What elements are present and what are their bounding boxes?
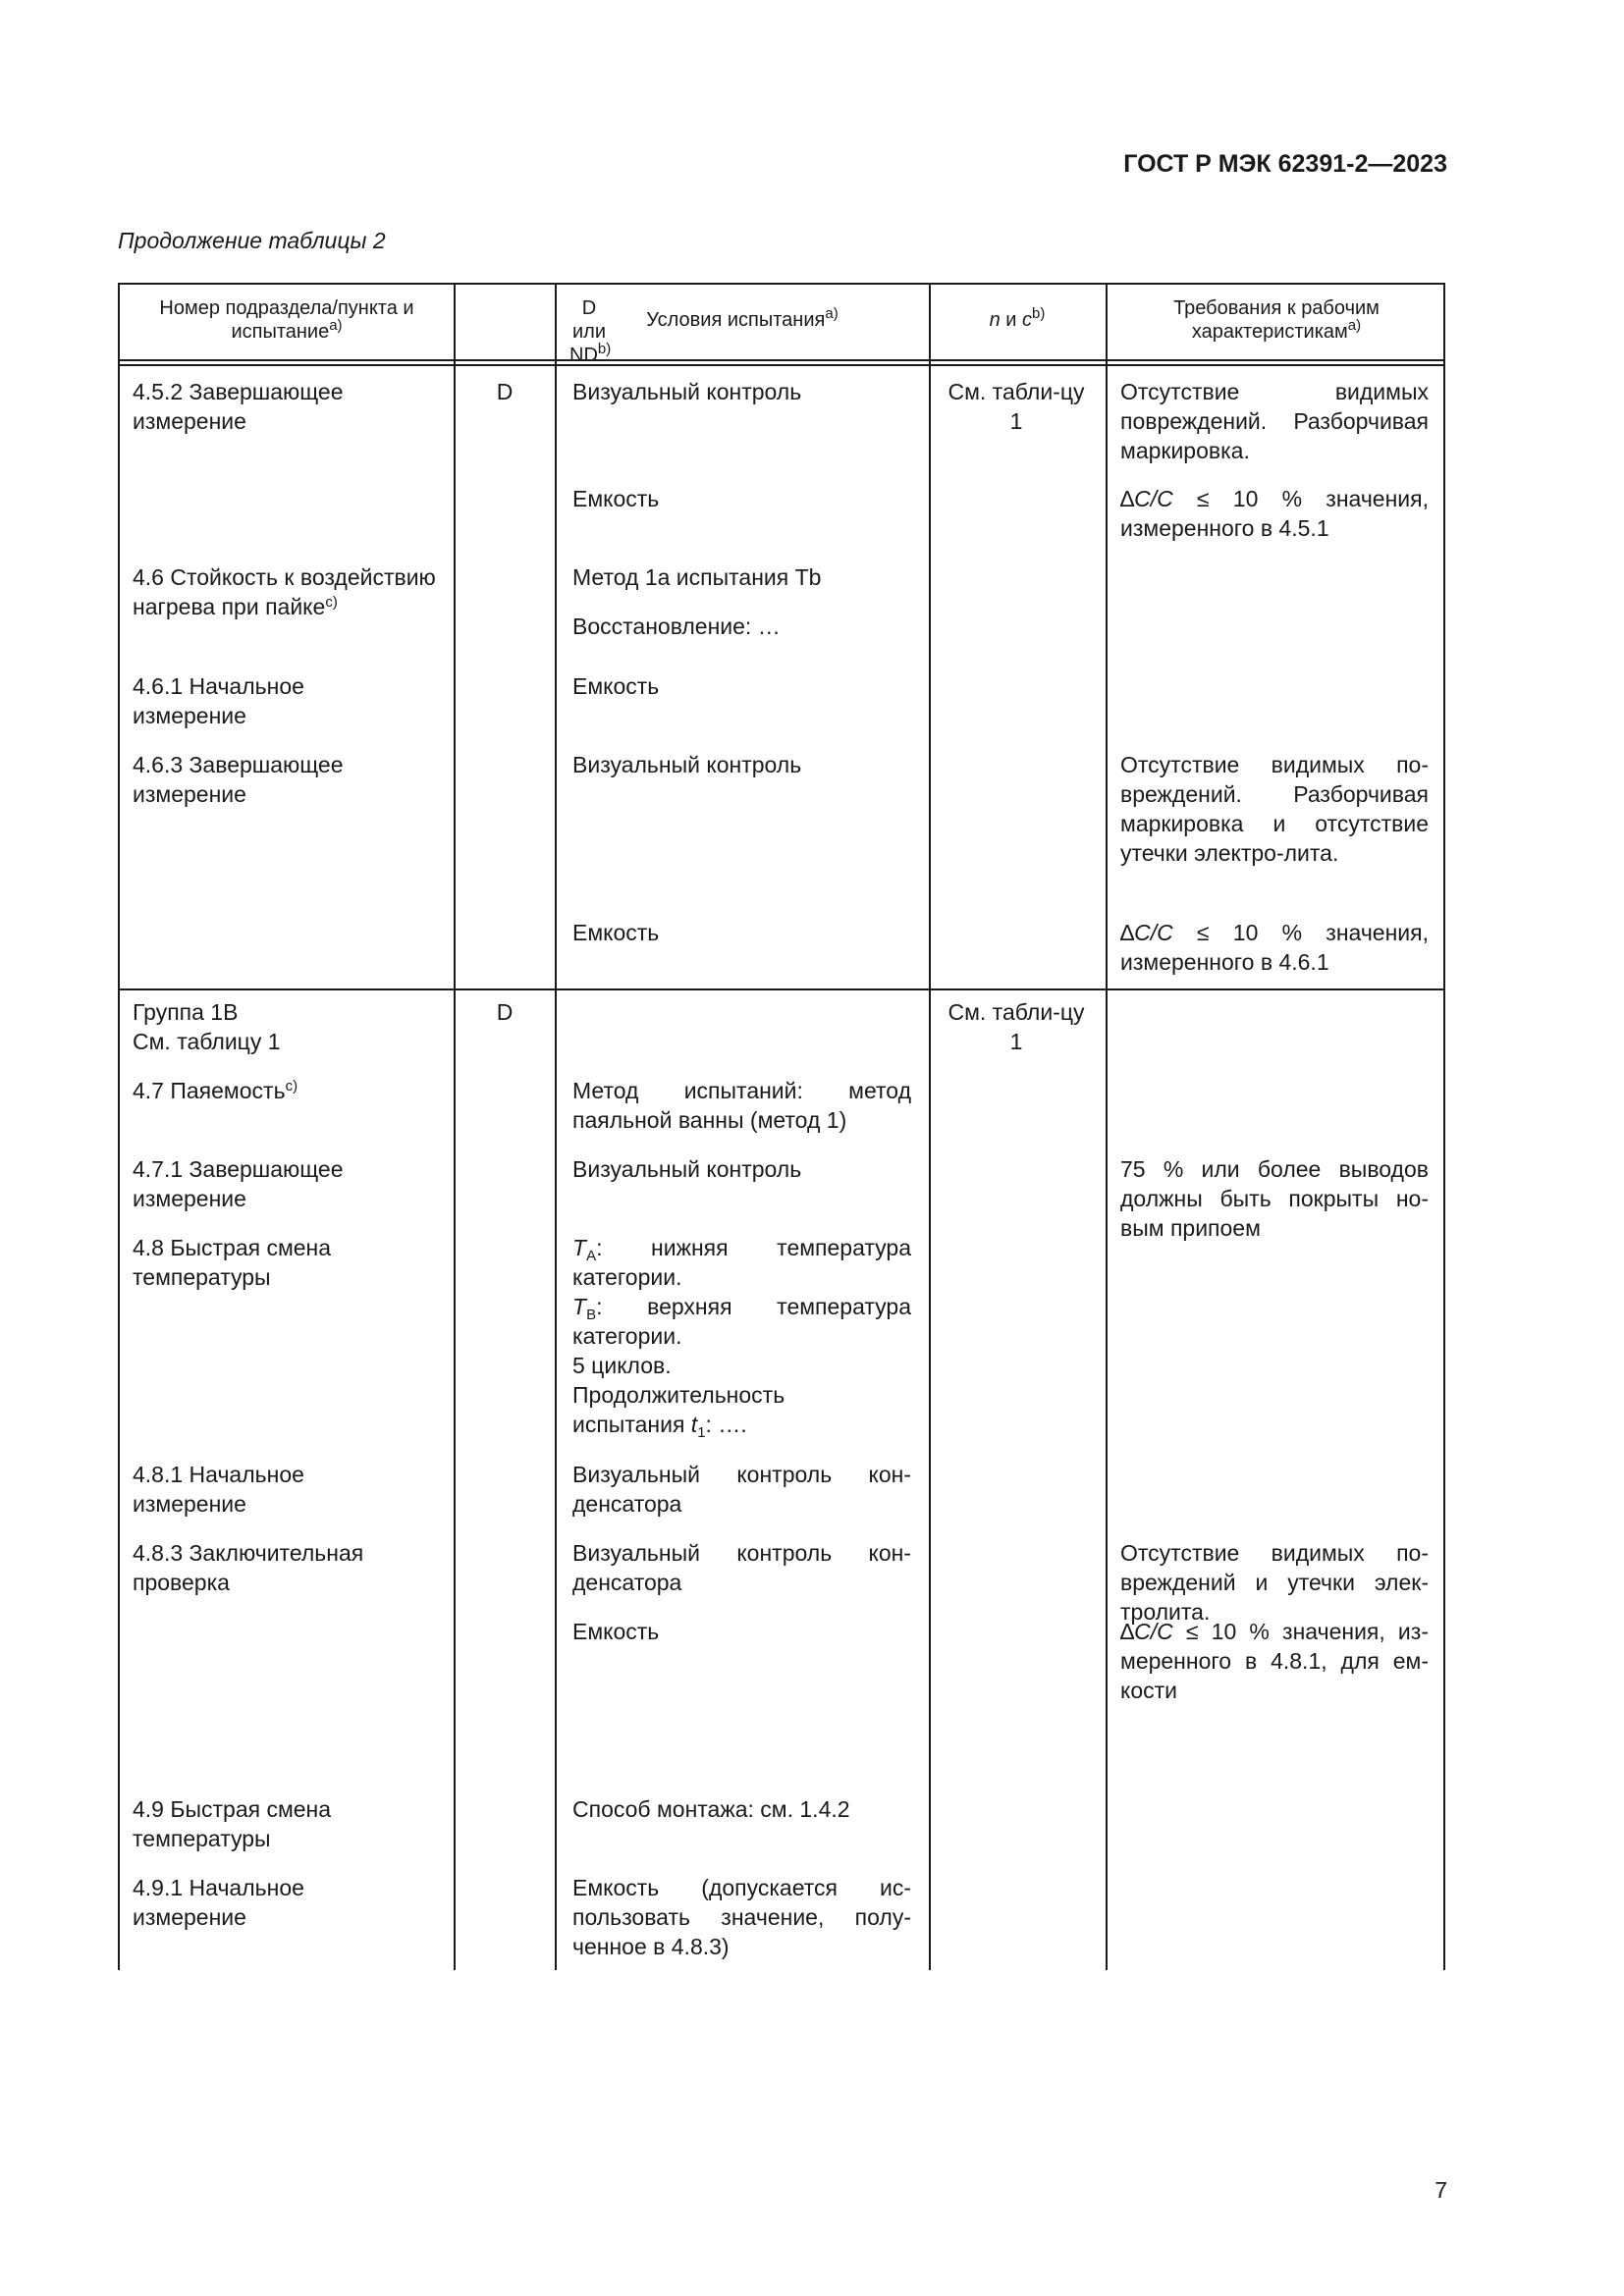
group-1b-n: См. табли-цу 1 (947, 999, 1085, 1054)
row-4-8-name: 4.8 Быстрая смена температуры (133, 1235, 332, 1290)
col-border-4 (1106, 283, 1108, 1970)
row-4-5-2-n: См. табли-цу 1 (947, 379, 1085, 434)
row-4-6-3-name: 4.6.3 Завершающее измерение (133, 752, 344, 807)
row-4-6-3-req2: ∆C/C ≤ 10 % значения, измеренного в 4.6.1 (1120, 920, 1429, 975)
row-4-6-3-cond1: Визуальный контроль (572, 752, 802, 777)
row-4-6-3-cond2: Емкость (572, 920, 660, 945)
group-1b-d: D (496, 999, 514, 1025)
row-4-7-1-name: 4.7.1 Завершающее измерение (133, 1156, 344, 1211)
header-bottom-border (118, 359, 1445, 361)
row-4-7-1-cond: Визуальный контроль (572, 1156, 802, 1182)
row-4-8-tb: $T_B$: верхняя температура категории. (572, 1294, 911, 1349)
row-4-9-cond: Способ монтажа: см. 1.4.2 (572, 1796, 850, 1822)
row-4-9-1-name: 4.9.1 Начальное измерение (133, 1875, 304, 1930)
header-requirements: Требования к рабочим характеристикам$^{a)}$ (1173, 297, 1380, 343)
row-4-7-1-req: 75 % или более выводов должны быть покрыты но-вым припоем (1120, 1156, 1429, 1241)
col-border-5 (1443, 283, 1445, 1970)
group-separator (118, 988, 1445, 990)
col-border-3 (929, 283, 931, 1970)
row-4-8-cycles: 5 циклов. (572, 1353, 672, 1378)
requirements-table (118, 283, 1445, 1970)
row-4-9-1-cond: Емкость (допускается ис-пользовать значение, полу-ченное в 4.8.3) (572, 1875, 911, 1959)
row-4-6-1-cond: Емкость (572, 673, 660, 699)
row-4-8-3-cond2: Емкость (572, 1619, 660, 1644)
page-number: 7 (1435, 2177, 1447, 2203)
row-4-8-duration: Продолжительность испытания $t_1$: …. (572, 1382, 785, 1441)
row-4-6-3-req1: Отсутствие видимых по-вреждений. Разборчивая маркировка и отсутствие утечки электро-лита. (1120, 752, 1429, 866)
group-1b-ref: См. таблицу 1 (133, 1029, 281, 1054)
row-4-5-2-d: D (496, 379, 514, 404)
row-4-5-2-req2: ∆C/C ≤ 10 % значения, измеренного в 4.5.1 (1120, 486, 1429, 541)
table-top-border (118, 283, 1445, 285)
table-caption: Продолжение таблицы 2 (118, 228, 386, 253)
row-4-8-3-req2: ∆C/C ≤ 10 % значения, из-меренного в 4.8.1, для ем-кости (1120, 1619, 1429, 1703)
header-n-c: n и $c^{b)}$ (989, 305, 1046, 331)
row-4-8-1-cond: Визуальный контроль кон-денсатора (572, 1462, 911, 1517)
col-border-1 (454, 283, 456, 1970)
row-4-6-cond2: Восстановление: … (572, 614, 781, 639)
row-4-5-2-name: 4.5.2 Завершающее измерение (133, 379, 344, 434)
row-4-8-3-name: 4.8.3 Заключительная проверка (133, 1540, 364, 1595)
row-4-6-name: 4.6 Стойкость к воздействию нагрева при пайке$^{c)}$ (133, 564, 436, 619)
row-4-7-cond: Метод испытаний: метод паяльной ванны (метод 1) (572, 1078, 911, 1133)
header-bottom-border-2 (118, 364, 1445, 366)
header-d-nd: D или ND$^{b)}$ (569, 297, 612, 366)
row-4-8-3-req1: Отсутствие видимых по-вреждений и утечки элек-тролита. (1120, 1540, 1429, 1625)
col-border-0 (118, 283, 120, 1970)
row-4-5-2-cond1: Визуальный контроль (572, 379, 802, 404)
row-4-7-name: 4.7 Паяемость$^{c)}$ (133, 1078, 298, 1103)
row-4-8-1-name: 4.8.1 Начальное измерение (133, 1462, 304, 1517)
row-4-8-ta: $T_A$: нижняя температура категории. (572, 1235, 911, 1290)
row-4-9-name: 4.9 Быстрая смена температуры (133, 1796, 332, 1851)
group-1b-name: Группа 1В (133, 999, 239, 1025)
row-4-5-2-req1: Отсутствие видимых повреждений. Разборчивая маркировка. (1120, 379, 1429, 463)
header-test-conditions: Условия испытания$^{a)}$ (646, 305, 839, 331)
header-section-number: Номер подраздела/пункта и испытание$^{a)}$ (159, 297, 414, 343)
row-4-5-2-cond2: Емкость (572, 486, 660, 511)
row-4-6-1-name: 4.6.1 Начальное измерение (133, 673, 304, 728)
col-border-2 (555, 283, 557, 1970)
row-4-6-cond1: Метод 1а испытания Tb (572, 564, 822, 590)
document-code: ГОСТ Р МЭК 62391-2—2023 (1123, 150, 1447, 178)
row-4-8-3-cond1: Визуальный контроль кон-денсатора (572, 1540, 911, 1595)
